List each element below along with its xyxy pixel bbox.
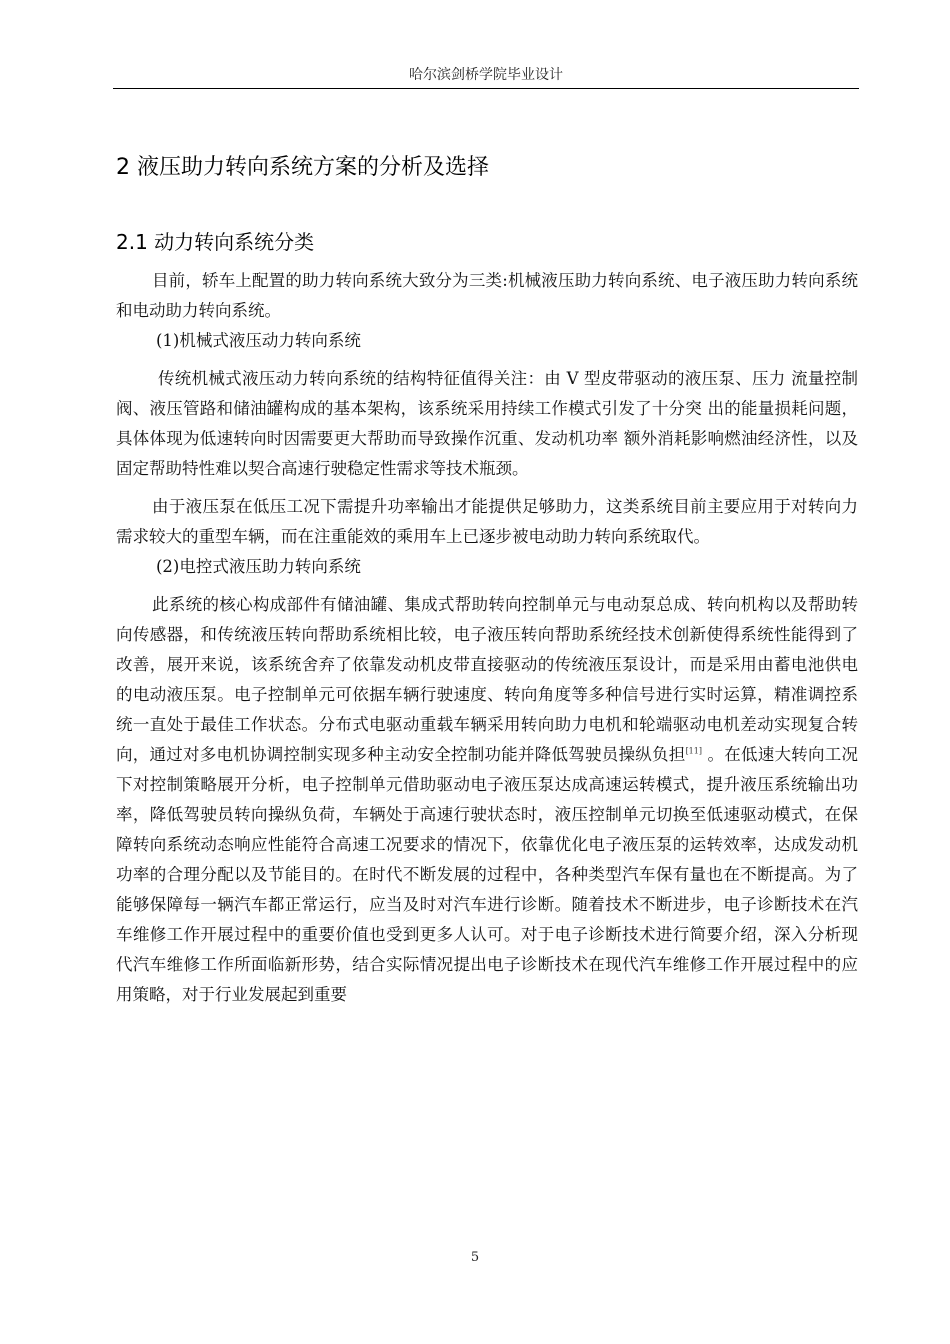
section-heading: 2.1 动力转向系统分类: [116, 230, 315, 254]
item1-paragraph-2: 由于液压泵在低压工况下需提升功率输出才能提供足够助力，这类系统目前主要应用于对转向力需求较大的重型车辆，而在注重能效的乘用车上已逐步被电动助力转向系统取代。: [116, 497, 858, 546]
intro-paragraph: 目前，轿车上配置的助力转向系统大致分为三类:机械液压助力转向系统、电子液压助力转向系统和电动助力转向系统。: [116, 271, 858, 320]
page-number: 5: [470, 1250, 480, 1265]
chapter-heading: 2 液压助力转向系统方案的分析及选择: [116, 155, 489, 180]
header-divider: [113, 88, 859, 89]
body-text: [116, 266, 858, 1010]
page-header: 哈尔滨剑桥学院毕业设计: [409, 67, 563, 83]
item1-paragraph-1: 传统机械式液压动力转向系统的结构特征值得关注：由 V 型皮带驱动的液压泵、压力 流量控制阀、液压管路和储油罐构成的基本架构，该系统采用持续工作模式引发了十分突 出的能量损耗问题，具体体现为低速转向时因需要更大帮助而导致操作沉重、发动机功率 额外消耗影响燃油经济性，以及固定帮助特性难以契合高速行驶稳定性需求等技术瓶颈。: [116, 369, 858, 478]
item2-text-b: 。在低速大转向工况下对控制策略展开分析，电子控制单元借助驱动电子液压泵达成高速运转模式，提升液压系统输出功率，降低驾驶员转向操纵负荷，车辆处于高速行驶状态时，液压控制单元切换至低速驱动模式，在保障转向系统动态响应性能符合高速工况要求的情况下，依靠优化电子液压泵的运转效率，达成发动机功率的合理分配以及节能目的。在时代不断发展的过程中，各种类型汽车保有量也在不断提高。为了能够保障每一辆汽车都正常运行，应当及时对汽车进行诊断。随着技术不断进步，电子诊断技术在汽车维修工作开展过程中的重要价值也受到更多人认可。对于电子诊断技术进行简要介绍，深入分析现代汽车维修工作所面临新形势，结合实际情况提出电子诊断技术在现代汽车维修工作开展过程中的应用策略，对于行业发展起到重要: [116, 745, 858, 1004]
citation-ref[interactable]: [11]: [685, 746, 702, 756]
item1-label: (1)机械式液压动力转向系统: [156, 331, 361, 350]
item2-label: (2)电控式液压助力转向系统: [156, 557, 361, 576]
item2-text-a: 此系统的核心构成部件有储油罐、集成式帮助转向控制单元与电动泵总成、转向机构以及帮助转向传感器，和传统液压转向帮助系统相比较，电子液压转向帮助系统经技术创新使得系统性能得到了改善，展开来说，该系统舍弃了依靠发动机皮带直接驱动的传统液压泵设计，而是采用由蓄电池供电的电动液压泵。电子控制单元可依据车辆行驶速度、转向角度等多种信号进行实时运算，精准调控系统一直处于最佳工作状态。分布式电驱动重载车辆采用转向助力电机和轮端驱动电机差动实现复合转向，通过对多电机协调控制实现多种主动安全控制功能并降低驾驶员操纵负担: [116, 595, 858, 764]
item2-paragraph-1: [116, 590, 858, 1010]
